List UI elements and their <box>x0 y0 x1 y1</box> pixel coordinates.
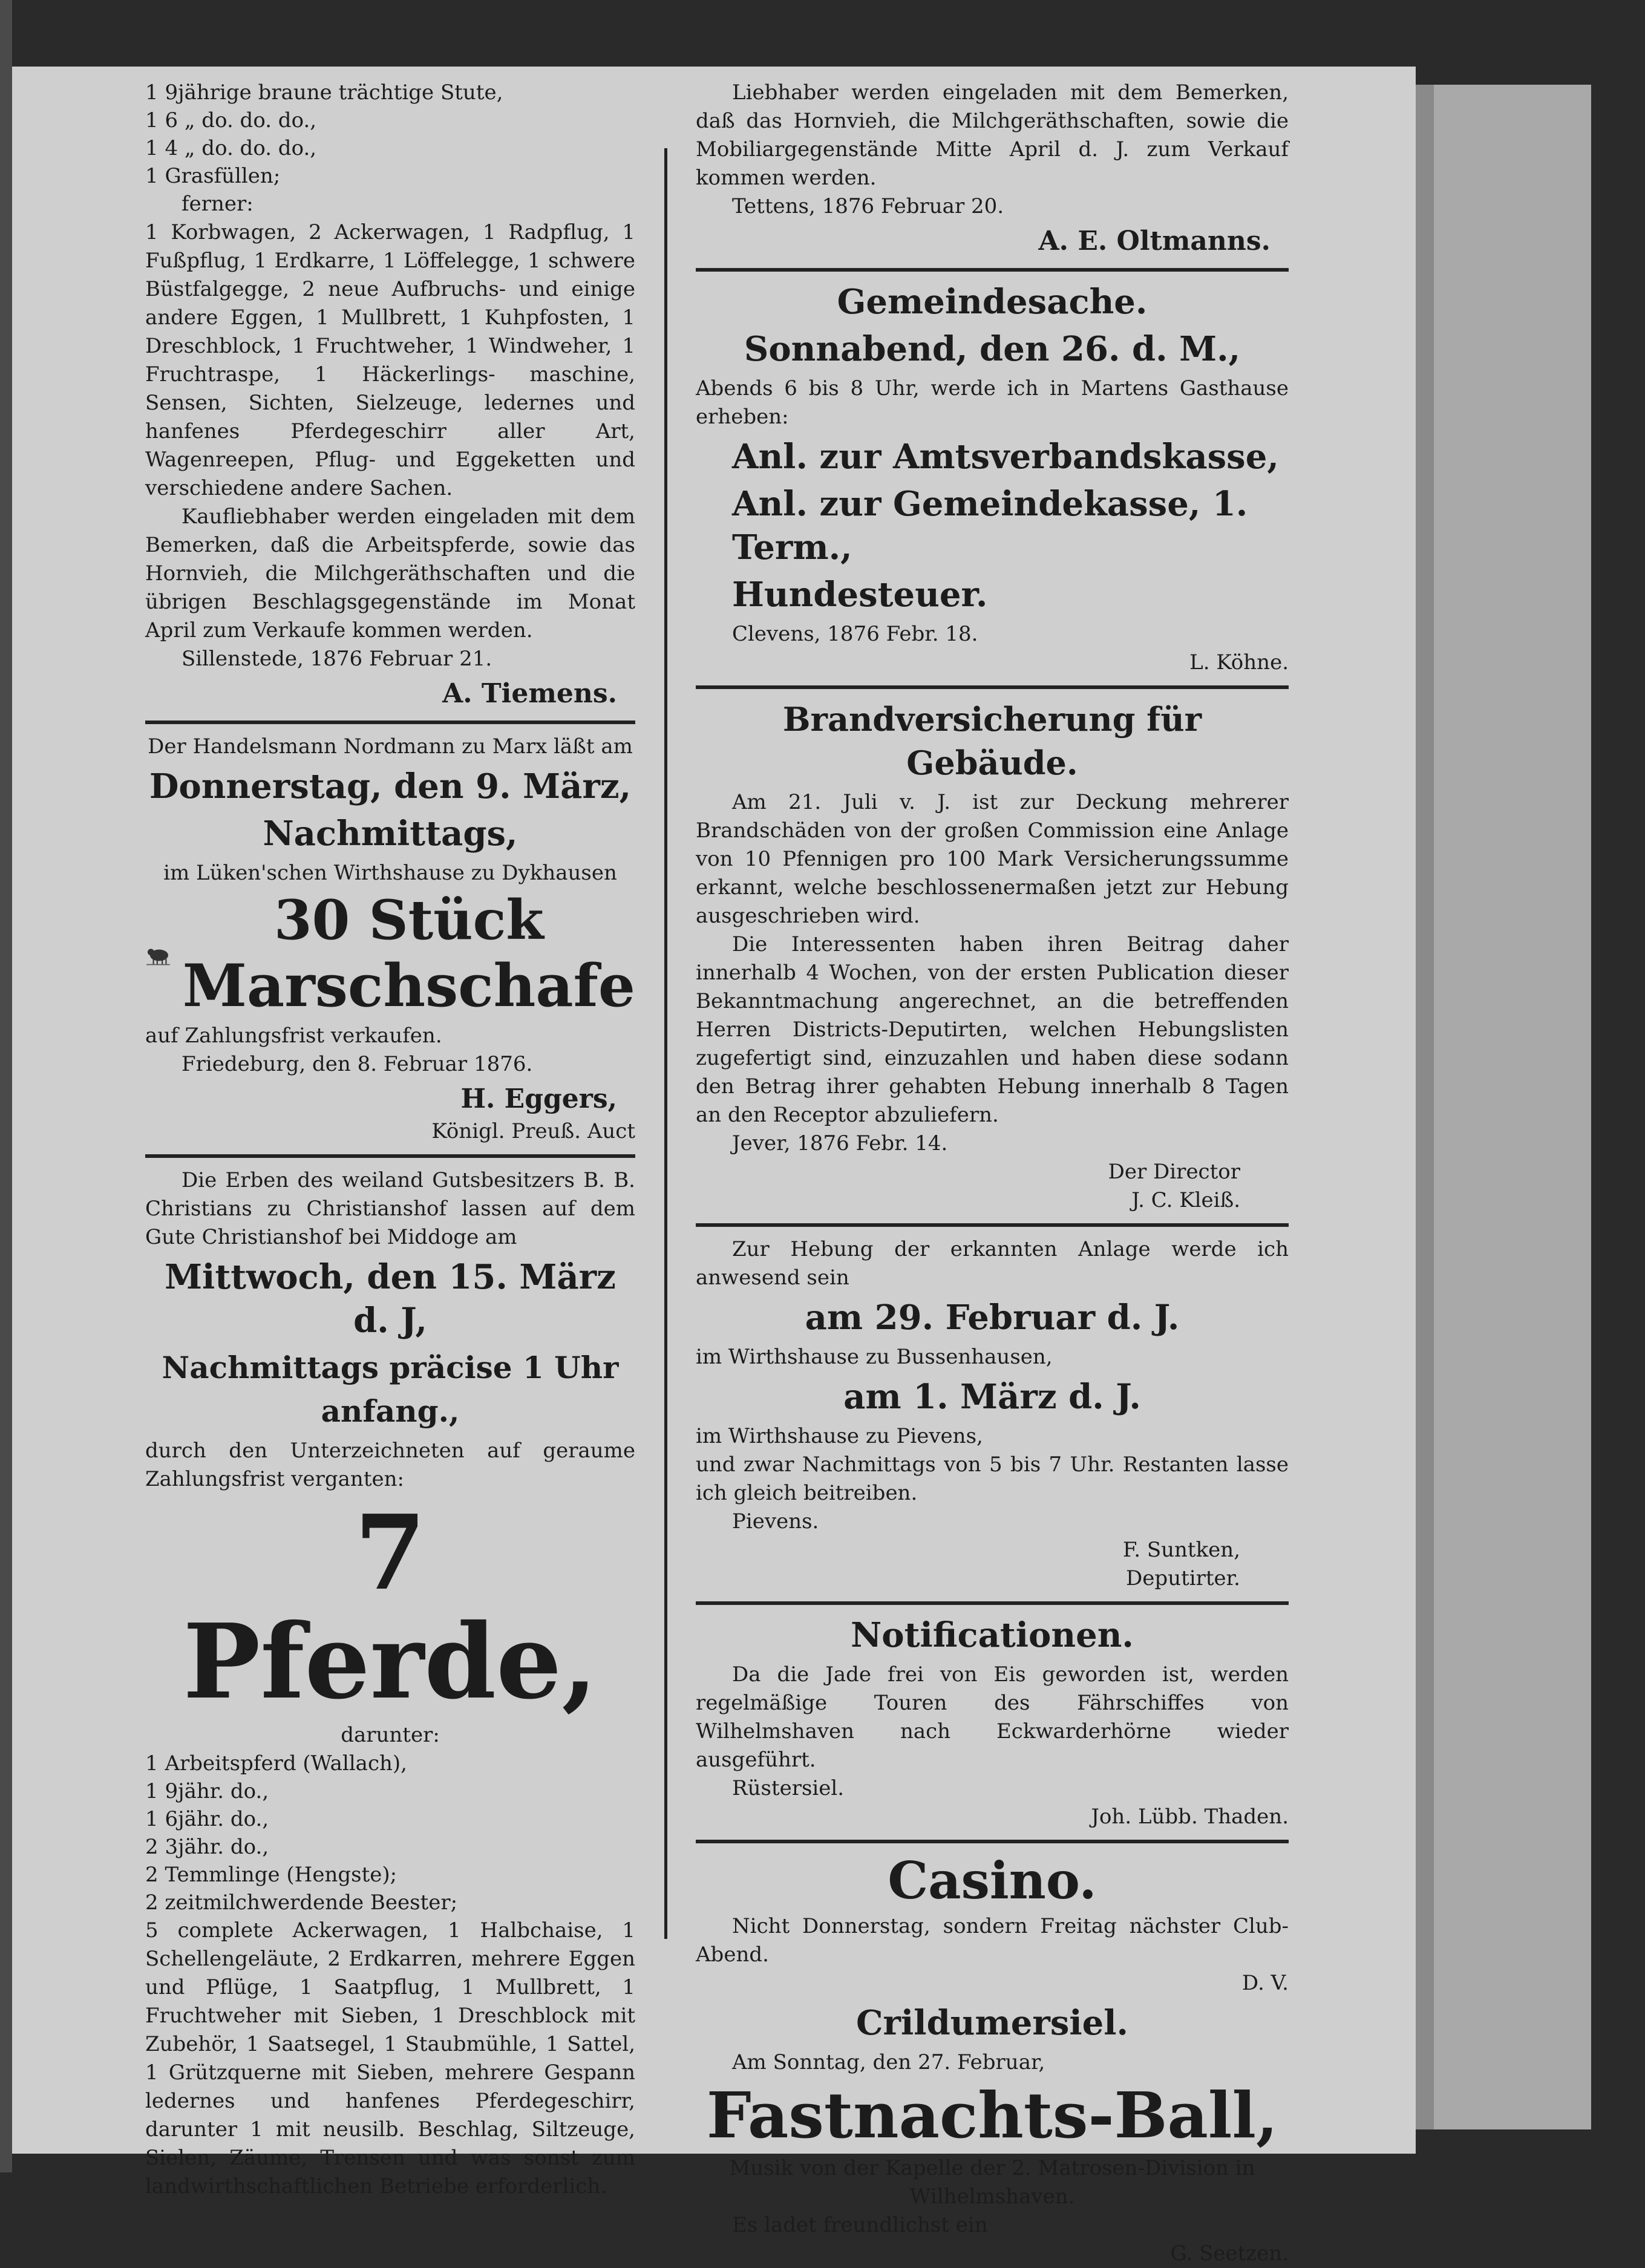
list-item: 1 6jähr. do., <box>145 1807 269 1831</box>
ad-place: im Lüken'schen Wirthshause zu Dykhausen <box>163 861 617 885</box>
ad-headline: 7 Pferde, <box>183 1492 598 1722</box>
darunter-label: darunter: <box>341 1723 440 1747</box>
notice-text: Am 21. Juli v. J. ist zur Deckung mehrerer Brandschäden von der großen Commission eine Anlage von 10 Pfennigen pro 100 Mark Versicherungssumme erkannt, welche beschlossenermaßen jetzt zur Hebung ausgeschrieben wird. <box>696 790 1289 928</box>
ad-date: Mittwoch, den 15. März d. J, <box>165 1257 616 1341</box>
section-heading: Gemeindesache. <box>837 282 1148 322</box>
notice-text: Die Interessenten haben ihren Beitrag daher innerhalb 4 Wochen, von der ersten Publication dieser Bekanntmachung angerechnet, an die betreffenden Herren Districts-Deputirten, welchen Hebungslisten zugefertigt sind, einzuzahlen und haben diese sodann den Betrag ihrer gehabten Hebung innerhalb 8 Tagen an den Receptor abzuliefern. <box>696 932 1289 1127</box>
signature: D. V. <box>1241 1971 1289 1995</box>
horse-list <box>145 1750 635 1917</box>
notice-text: Nicht Donnerstag, sondern Freitag nächster Club-Abend. <box>696 1914 1289 1967</box>
signature: G. Seetzen. <box>1170 2241 1289 2266</box>
section-heading: Casino. <box>888 1851 1097 1910</box>
list-item: 1 6 „ do. do. do., <box>145 108 317 132</box>
ad-date: Am Sonntag, den 27. Februar, <box>732 2050 1045 2074</box>
place-date: Clevens, 1876 Febr. 18. <box>732 622 978 646</box>
list-item: 1 9jährige braune trächtige Stute, <box>145 80 503 105</box>
signature: H. Eggers, <box>460 1083 617 1114</box>
list-item: 1 4 „ do. do. do., <box>145 136 317 160</box>
right-column <box>696 79 1289 2268</box>
signature: F. Suntken, <box>1122 1538 1240 1562</box>
divider <box>696 268 1289 272</box>
items-paragraph: 5 complete Ackerwagen, 1 Halbchaise, 1 Schellengeläute, 2 Erdkarren, mehrere Eggen und Pflüge, 1 Saatpflug, 1 Mullbrett, 1 Fruchtweher mit Sieben, 1 Dreschblock mit Zubehör, 1 Saatsegel, 1 Staubmühle, 1 Sattel, 1 Grützquerne mit Sieben, mehrere Gespann ledernes und hanfenes Pferdegeschirr, darunter 1 mit neusilb. Beschlag, Siltzeuge, Sielen, Zäume, Trensen und was sonst zum landwirthschaftlichen Betriebe erforderlich. <box>145 1918 635 2198</box>
divider <box>696 1223 1289 1227</box>
divider <box>696 685 1289 689</box>
signer-title: Der Director <box>1108 1160 1240 1184</box>
tax-item: Anl. zur Amtsverbandskasse, <box>732 437 1279 477</box>
notice-text: Da die Jade frei von Eis geworden ist, werden regelmäßige Touren des Fährschiffes von Wilhelmshaven nach Eckwarderhörne wieder ausgeführt. <box>696 1662 1289 1772</box>
auctioneer-title: Königl. Preuß. Auct <box>431 1119 635 1143</box>
ad-time: Nachmittags präcise 1 Uhr anfang., <box>162 1350 619 1429</box>
list-item: 2 3jähr. do., <box>145 1835 269 1859</box>
divider <box>145 721 635 724</box>
ad-count: 30 Stück <box>274 888 544 952</box>
adjacent-page-edge <box>0 0 12 2172</box>
ad-terms: durch den Unterzeichneten auf geraume Zahlungsfrist verganten: <box>145 1439 635 1491</box>
page-stack-edge <box>1416 85 1591 2129</box>
horse-list <box>145 79 635 190</box>
place-date: Sillenstede, 1876 Februar 21. <box>182 647 492 671</box>
venue: im Wirthshause zu Pievens, <box>696 1424 983 1448</box>
signature: J. C. Kleiß. <box>1131 1188 1240 1212</box>
list-item: 2 Temmlinge (Hengste); <box>145 1863 397 1887</box>
notice-text: Zur Hebung der erkannten Anlage werde ich anwesend sein <box>696 1237 1289 1290</box>
ad-date: Donnerstag, den 9. März, <box>149 766 632 806</box>
notice-text: und zwar Nachmittags von 5 bis 7 Uhr. Restanten lasse ich gleich beitreiben. <box>696 1453 1289 1505</box>
ad-date: Sonnabend, den 26. d. M., <box>744 329 1241 369</box>
divider <box>696 1601 1289 1605</box>
notice-text: Es ladet freundlichst ein <box>732 2213 988 2237</box>
left-column <box>145 79 635 2201</box>
list-item: 1 Grasfüllen; <box>145 164 281 188</box>
ferner-label: ferner: <box>182 192 253 216</box>
divider <box>145 1154 635 1158</box>
signature: A. E. Oltmanns. <box>1038 226 1271 257</box>
book-spine <box>1416 85 1434 2129</box>
ad-intro: Der Handelsmann Nordmann zu Marx läßt am <box>148 734 633 759</box>
tax-item: Hundesteuer. <box>732 575 988 615</box>
signature: L. Köhne. <box>1189 650 1289 675</box>
buyers-note: Liebhaber werden eingeladen mit dem Bemerken, daß das Hornvieh, die Milchgeräthschaften, sowie die Mobiliargegenstände Mitte April d. J. zum Verkauf kommen werden. <box>696 80 1289 190</box>
sheep-icon <box>145 900 171 1009</box>
list-item: 1 Arbeitspferd (Wallach), <box>145 1751 407 1776</box>
signature: Joh. Lübb. Thaden. <box>1091 1805 1289 1829</box>
sheep-ad-block <box>145 887 635 1022</box>
ad-placedate: Friedeburg, den 8. Februar 1876. <box>182 1052 533 1076</box>
ad-item: Marschschafe <box>182 952 635 1020</box>
ad-intro: Die Erben des weiland Gutsbesitzers B. B. Christians zu Christianshof lassen auf dem Gute Christianshof bei Middoge am <box>145 1168 635 1249</box>
venue: im Wirthshause zu Bussenhausen, <box>696 1345 1053 1369</box>
ad-date: am 29. Februar d. J. <box>805 1298 1180 1338</box>
place-date: Jever, 1876 Febr. 14. <box>732 1131 948 1155</box>
section-heading: Notificationen. <box>851 1615 1134 1655</box>
divider <box>696 1840 1289 1843</box>
section-heading: Brandversicherung für Gebäude. <box>782 700 1202 782</box>
ad-date: am 1. März d. J. <box>843 1377 1141 1417</box>
column-divider <box>664 148 667 1939</box>
list-item: 1 9jähr. do., <box>145 1779 269 1803</box>
items-paragraph: 1 Korbwagen, 2 Ackerwagen, 1 Radpflug, 1 Fußpflug, 1 Erdkarre, 1 Löffelegge, 1 schwere Büstfalgegge, 2 neue Aufbruchs- und einige andere Eggen, 1 Mullbrett, 1 Kuhpfosten, 1 Dreschblock, 1 Fruchtweher, 1 Windweher, 1 Fruchtraspe, 1 Häckerlings- maschine, Sensen, Sichten, Sielzeuge, ledernes und hanfenes Pferdegeschirr aller Art, Wagenreepen, Pflug- und Eggeketten und verschiedene andere Sachen. <box>145 220 635 500</box>
place-date: Rüstersiel. <box>732 1776 845 1800</box>
place-date: Tettens, 1876 Februar 20. <box>732 194 1004 218</box>
signature: A. Tiemens. <box>442 678 617 709</box>
ad-headline: Fastnachts-Ball, <box>706 2078 1278 2152</box>
tax-item: Anl. zur Gemeindekasse, 1. Term., <box>732 484 1248 567</box>
section-heading: Crildumersiel. <box>855 2003 1129 2043</box>
notice-text: Musik von der Kapelle der 2. Matrosen-Division in Wilhelmshaven. <box>729 2156 1255 2209</box>
place-date: Pievens. <box>732 1509 819 1534</box>
ad-terms: auf Zahlungsfrist verkaufen. <box>145 1024 442 1048</box>
notice-text: Abends 6 bis 8 Uhr, werde ich in Martens Gasthause erheben: <box>696 376 1289 429</box>
list-item: 2 zeitmilchwerdende Beester; <box>145 1891 458 1915</box>
signer-title: Deputirter. <box>1126 1566 1240 1590</box>
buyers-note: Kaufliebhaber werden eingeladen mit dem Bemerken, daß die Arbeitspferde, sowie das Hornvieh, die Milchgeräthschaften und die übrigen Beschlagsgegenstände im Monat April zum Verkaufe kommen werden. <box>145 505 635 642</box>
ad-time: Nachmittags, <box>263 814 518 854</box>
